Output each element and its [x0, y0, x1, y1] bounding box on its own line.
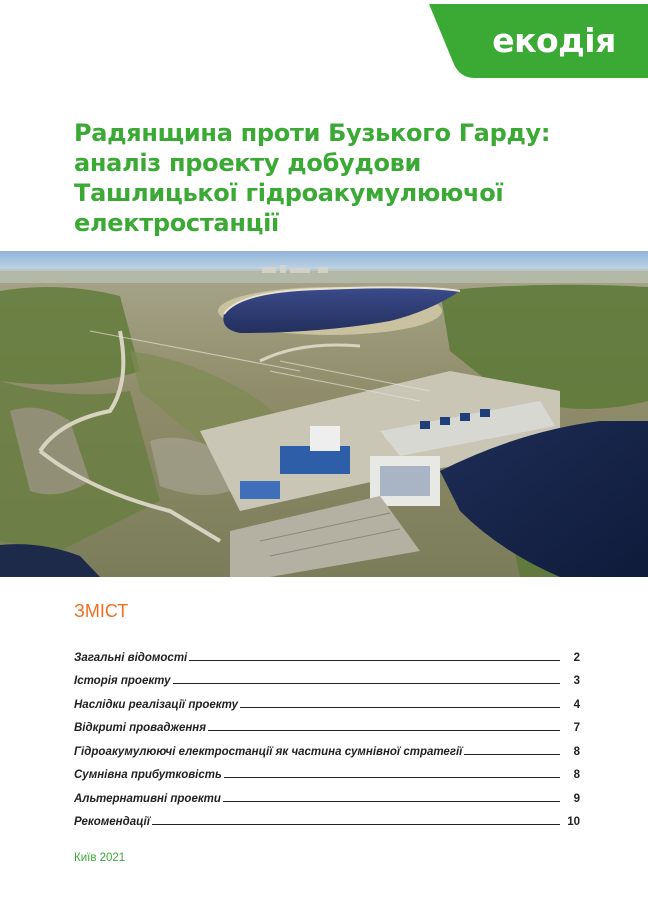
toc-item-title: Історія проекту [74, 675, 171, 687]
title-line: Ташлицької гідроакумулюючої [74, 179, 504, 207]
toc-item-page: 8 [573, 745, 580, 758]
toc-item[interactable] [74, 687, 580, 711]
toc-item[interactable] [74, 664, 580, 688]
toc-leader [152, 823, 560, 825]
toc-item-page: 4 [573, 698, 580, 711]
toc-item-title: Загальні відомості [74, 651, 188, 664]
toc-item-page: 10 [567, 816, 580, 828]
toc-item-title: Сумнівна прибутковість [74, 769, 222, 781]
cover-photo [0, 251, 648, 577]
toc-item-page: 3 [573, 675, 580, 687]
toc-item-page: 8 [573, 769, 580, 781]
toc-leader [240, 706, 560, 708]
toc-item-page: 9 [573, 792, 580, 805]
brand-logo [429, 4, 648, 78]
toc-leader [173, 682, 560, 684]
logo-text: екодія [492, 21, 616, 60]
toc-item[interactable] [74, 640, 580, 664]
toc-leader [208, 729, 560, 731]
toc-item[interactable] [74, 758, 580, 782]
toc-item[interactable] [74, 711, 580, 735]
toc-item[interactable] [74, 781, 580, 805]
place-year: Київ 2021 [74, 852, 126, 864]
toc-leader [189, 659, 560, 661]
title-line: аналіз проекту добудови [74, 149, 422, 177]
toc-leader [224, 776, 560, 778]
toc-item-title: Відкриті провадження [74, 722, 207, 734]
toc-item[interactable] [74, 734, 580, 758]
toc-item-page: 7 [573, 722, 580, 734]
toc-item-page: 2 [573, 651, 580, 664]
toc-item-title: Рекомендації [74, 816, 150, 828]
toc-item[interactable] [74, 805, 580, 829]
toc-item-title: Наслідки реалізації проекту [74, 698, 238, 711]
toc-leader [223, 800, 560, 802]
document-title [74, 118, 594, 238]
toc-leader [464, 753, 560, 755]
title-line: електростанції [74, 209, 279, 237]
toc-item-title: Альтернативні проекти [74, 792, 221, 805]
toc-item-title: Гідроакумулюючі електростанції як частина сумнівної стратегії [74, 745, 463, 758]
title-line: Радянщина проти Бузького Гарду: [74, 119, 551, 147]
table-of-contents [74, 640, 580, 828]
toc-heading: ЗМІСТ [74, 601, 129, 621]
